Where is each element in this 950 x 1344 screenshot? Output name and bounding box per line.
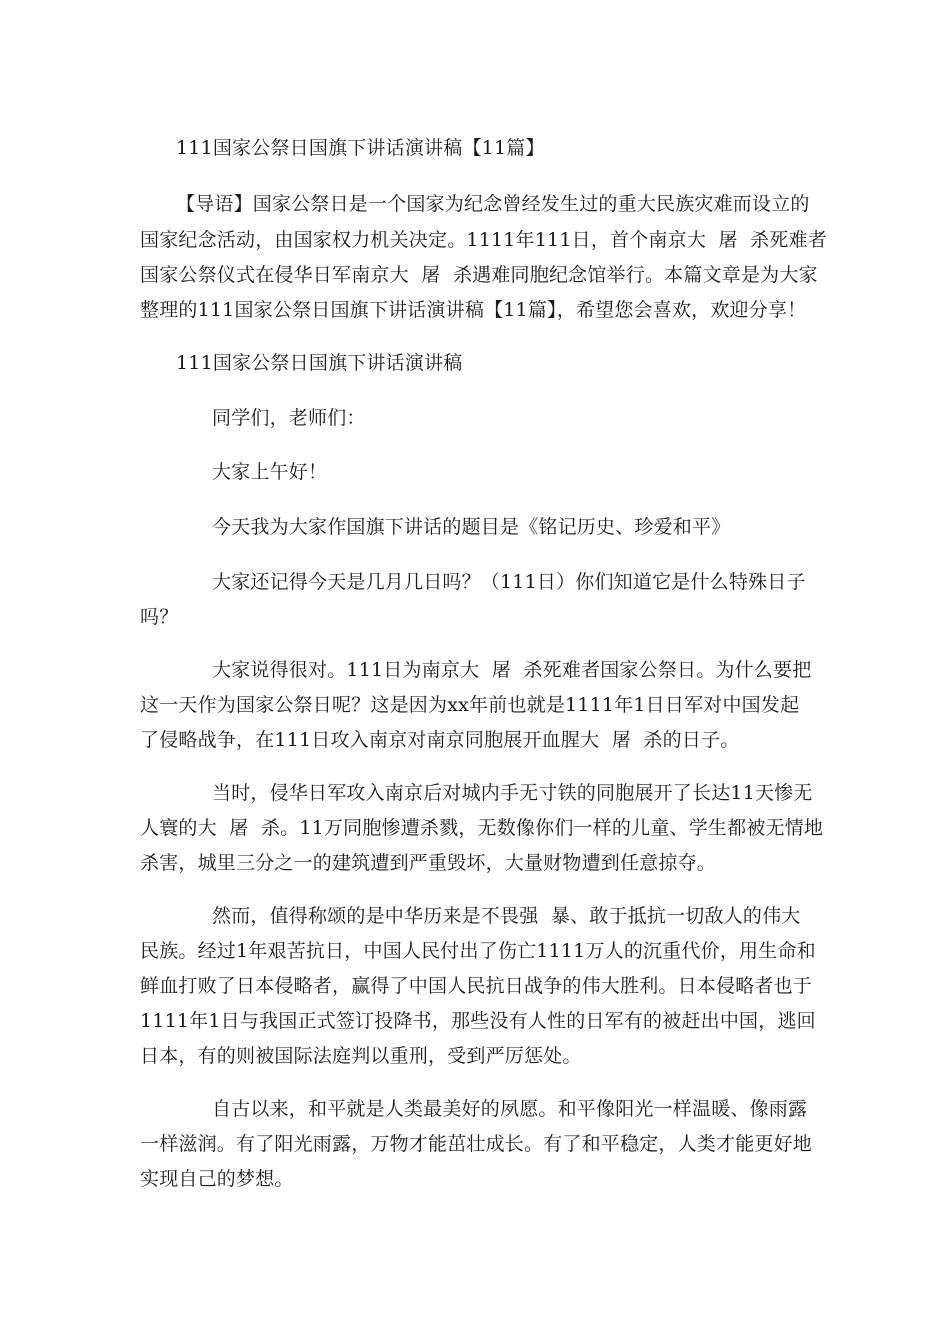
paragraph-line: 人寰的大 屠 杀。11万同胞惨遭杀戮，无数像你们一样的儿童、学生都被无情地	[140, 817, 824, 839]
section-subtitle: 111国家公祭日国旗下讲话演讲稿	[176, 352, 463, 374]
intro-line: 整理的111国家公祭日国旗下讲话演讲稿【11篇】，希望您会喜欢，欢迎分享！	[140, 299, 807, 321]
paragraph-line: 自古以来，和平就是人类最美好的夙愿。和平像阳光一样温暖、像雨露	[212, 1098, 808, 1120]
paragraph-line: 民族。经过1年艰苦抗日，中国人民付出了伤亡1111万人的沉重代价，用生命和	[140, 940, 816, 962]
paragraph-line: 实现自己的梦想。	[140, 1168, 294, 1190]
greeting-line: 大家上午好！	[212, 461, 328, 483]
paragraph-line: 大家还记得今天是几月几日吗？（111日）你们知道它是什么特殊日子	[212, 571, 806, 593]
greeting-line: 同学们，老师们：	[212, 407, 366, 429]
paragraph-line: 然而，值得称颂的是中华历来是不畏强 暴、敢于抵抗一切敌人的伟大	[212, 905, 801, 927]
paragraph-line: 一样滋润。有了阳光雨露，万物才能茁壮成长。有了和平稳定，人类才能更好地	[140, 1133, 813, 1155]
document-title: 111国家公祭日国旗下讲话演讲稿【11篇】	[176, 137, 545, 159]
paragraph-line: 鲜血打败了日本侵略者，赢得了中国人民抗日战争的伟大胜利。日本侵略者也于	[140, 975, 813, 997]
intro-line: 国家纪念活动，由国家权力机关决定。1111年111日，首个南京大 屠 杀死难者	[140, 229, 827, 251]
paragraph-line: 这一天作为国家公祭日呢？这是因为xx年前也就是1111年1日日军对中国发起	[140, 694, 800, 716]
intro-line: 【导语】国家公祭日是一个国家为纪念曾经发生过的重大民族灾难而设立的	[176, 193, 810, 215]
paragraph-line: 杀害，城里三分之一的建筑遭到严重毁坏，大量财物遭到任意掠夺。	[140, 852, 717, 874]
paragraph-line: 日本，有的则被国际法庭判以重刑，受到严厉惩处。	[140, 1045, 582, 1067]
paragraph-line: 1111年1日与我国正式签订投降书，那些没有人性的日军有的被赶出中国，逃回	[140, 1010, 816, 1032]
paragraph-line: 吗？	[140, 606, 179, 628]
topic-line: 今天我为大家作国旗下讲话的题目是《铭记历史、珍爱和平》	[212, 516, 731, 538]
intro-line: 国家公祭仪式在侵华日军南京大 屠 杀遇难同胞纪念馆举行。本篇文章是为大家	[140, 264, 818, 286]
paragraph-line: 了侵略战争，在111日攻入南京对南京同胞展开血腥大 屠 杀的日子。	[140, 729, 740, 751]
paragraph-line: 当时，侵华日军攻入南京后对城内手无寸铁的同胞展开了长达11天惨无	[212, 782, 813, 804]
paragraph-line: 大家说得很对。111日为南京大 屠 杀死难者国家公祭日。为什么要把	[212, 659, 812, 681]
